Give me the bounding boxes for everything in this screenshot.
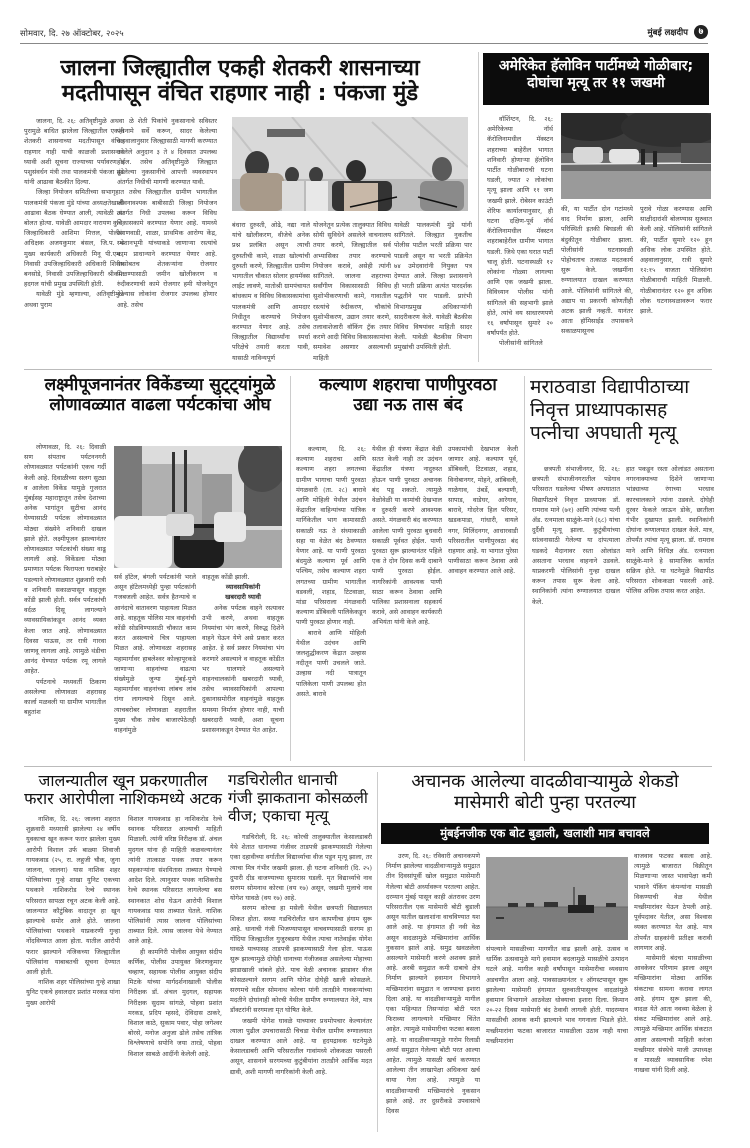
column-divider	[290, 376, 291, 761]
paragraph: विशाल गायकवाड हा नाशिकरोड रेल्वे स्थानक परिसरात आल्याची माहिती मिळाली. त्यांनी वरिष्ठ निरीक्षक डॉ. अंचल मुदगल यांना ही माहिती कळवल्यानंतर त्यांनी तात्काळ पथक तयार करून सहकाऱ्यांना संशयितास ताब्यात घेण्याचे आदेश दिले. त्यानुसार पथक नाशिकरोड रेल्वे स्थानक परिसरात लागलेल्या बस स्थानकात शोध घेऊन आरोपी विशाल गायकवाड यास ताब्यात घेतले. नाशिक पोलिसांनी त्यास जालना पोलिसांच्या ताब्यात दिले. त्यास जालना येथे नेण्यात आले आहे.	[128, 815, 222, 946]
headline-line: वीज; एकाचा मृत्यू	[228, 806, 329, 825]
article-headline	[22, 772, 224, 809]
fishing-boats-photo	[486, 857, 628, 940]
column-divider	[478, 52, 479, 362]
article-column	[386, 851, 480, 1131]
headline-line: अचानक आलेल्या वादळीवाऱ्यामुळे शेकडो	[411, 771, 679, 792]
column-divider	[524, 376, 525, 761]
page-masthead	[20, 22, 708, 44]
subheading: खबरदारी घ्यावी	[225, 593, 261, 602]
headline-line: लोणावळ्यात वाढला पर्यटकांचा ओघ	[49, 394, 271, 415]
paragraph: नाशिक शहर पोलिसांच्या गुन्हे शाखा युनिट एकचे हवालदार प्रशांत मरकड यांना मुख्य आरोपी	[26, 978, 120, 1007]
paragraph: कल्याण, दि. २६: कल्याण शहराचा आणि कल्याण शहरा लगतच्या ग्रामीण भागाचा पाणी पुरवठा मंगळवारी (ता. २८) बारावे आणि मोहिली येथील उदंचन केंद्रातील वाहिन्यांच्या यांत्रिक मार्गिकेतील भाग कामासाठी सकाळी नऊ ते संध्याकाळी सहा या वेळेत बंद ठेवण्यात येणार आहे. या पाणी पुरवठा बंदमुळे कल्याण पूर्व आणि पश्चिम, तसेच कल्याण शहरा लगतच्या ग्रामीण भागातील वडवली, शहाड, टिटवाळा, मांडा परिसराला मंगळवारी कल्याण डोंबिवली पालिकेकडून पाणी पुरवठा होणार नाही.	[296, 445, 366, 627]
section-divider	[24, 369, 712, 370]
headline-line: लक्ष्मीपूजनानंतर विकेंडच्या सुट्ट्यांमुळे	[44, 375, 276, 395]
paragraph: ळे शेती पिकांचे नुकसानाचे सविस्तर पंचनामे सर्वे करून, सादर केलेल्या अहवालानुसार जिल्ह्यासाठी मागणी करण्यात आलेले अनुदान ३ ते ४ दिवसात उपलब्ध होईल. तसेच अतिवृष्टीमुळे जिल्ह्यात झालेल्या नुकसानीचे आपत्ती व्यवस्थापन अंतर्गत निधीची मागणी करण्यात यावी.	[117, 117, 217, 187]
article-headline	[530, 376, 720, 446]
paragraph: येथील ही यंत्रणा केंद्रात वेळी सतत केली नाही तर उदंचन केंद्रातील यंत्रणा नादुरुस्त होऊन पाणी पुरवठा अचानक बंद पडू शकतो. त्यामुळे वेळोवेळी या कामांची देखभाल व दुरुस्ती करणे आवश्यक असते. मंगळवारी बंद करण्यात आलेला पाणी पुरवठा बुधवारी सकाळी पूर्ववत होईल. पाणी पुरवठा सुरू झाल्यानंतर पहिले एक ते दोन दिवस कमी दाबाने पाणी पुरवठा होईल. नागरिकांनी आवश्यक पाणी साठा करून ठेवावा आणि पालिका प्रशासनाला सहकार्य करावे, असे आवाहन कार्यकारी अभियंता यांनी केले आहे.	[372, 445, 442, 627]
paragraph: पुरावे गोळा करण्यास आणि साक्षीदारांशी बोलण्यास सुरुवात केली आहे. पोलिसांनी सांगितले की, पार्टीत सुमारे १२० हून अधिक लोक उपस्थित होते. अहवालानुसार, रात्री सुमारे १२:१५ वाजता पोलिसांना गोळीबाराची माहिती मिळाली. गोळीबारानंतर १२० हून अधिक लोक घटनास्थळावरून फरार झाले.	[640, 205, 712, 316]
headline-line: जालना जिल्ह्यातील एकही शेतकरी शासनाच्या	[60, 56, 420, 81]
paragraph: उरण, दि. २६: रविवारी अचानकपणे निर्माण झालेल्या वादळीवाऱ्यामुळे समुद्रात तीन दिवसांपूर्वी खोल समुद्रात मासेमारी गेलेल्या बोटी अर्ध्यावरून परतल्या आहेत. दरम्यान मुंबई पासून काही अंतरावर उरण परिसरातील एक मासेमारी बोटी बुडाली असून यातील खलाशांना वाचविण्यात यश आले आहे. या हंगामात ही नवी वेळ असून वादळामुळे मच्छिमारांना आर्थिक नुकसान झाले आहे. समुद्र खवळलेला असल्याने मासेमारी करणे अशक्य झाले आहे. अरबी समुद्रात कमी दाबाचे क्षेत्र निर्माण झाल्याने हवामान विभागाने मच्छिमारांना समुद्रात न जाण्याचा इशारा दिला आहे. या वादळीवाऱ्यामुळे मागील एका महिन्यात तिसऱ्यांदा बोटी परत फिराव्या लागल्याने मच्छिमार चिंतेत आहेत. त्यामुळे मासेमारीचा फटका बसला आहे. या वादळीवाऱ्यामुळे गारोम रिलाडी अर्ध्या समुद्रात गेलेल्या बोटी परत आल्या आहेत. त्यामुळे मासळी खर्च करण्यात आलेल्या तीन लाखापेक्षा अधिकचा खर्च वाया गेला आहे. त्यामुळे या वादळीवाऱ्याची मच्छिमारांचे नुकसान झाले आहे. तर दुसरीकडे उपवासाचे दिवस	[386, 852, 480, 1116]
section-divider	[24, 766, 712, 767]
article-column	[626, 464, 714, 762]
article-column	[232, 220, 310, 362]
paragraph: बारावे आणि मोहिली येथील उदंचन आणि जलशुद्धीकरण केंद्रात उल्हास नदीतून पाणी उचलले जाते. उल्हास नदी पात्रातून पालिकेला पाणी उपलब्ध होत असते. बारावे	[296, 628, 366, 698]
headline-line: निवृत्त प्राध्यापकासह	[530, 399, 668, 422]
article-column	[448, 444, 518, 762]
traffic-photo	[114, 446, 282, 568]
headline-line: गडचिरोलीत धानाची	[228, 771, 338, 789]
paragraph: नाशिक, दि. २६: जालना शहरात शुक्रवारी मध्यरात्री झालेल्या २४ वर्षीय युवकाचा खून करून फरार झालेला मुख्य आरोपी विशाल उर्फ बाळ्या शिवाजी गायकवाड (२५, रा. लहुजी चौक, जुना जालना, जालना) यास नाशिक शहर पोलिसांच्या गुन्हे शाखा युनिट एकच्या पथकाने नाशिकरोड रेल्वे स्थानक परिसरात सापळा रचून अटक केली आहे. जालन्यात कौटुंबिक वादातून हा खून झाल्याचे समोर आले होते. जालना पोलिसांच्या पथकाने याप्रकरणी गुन्हा नोंदविण्यात आला होता. यातील आरोपी फरार झाल्याने नजिकच्या जिल्ह्यातील पोलिसांना याबाबतची सूचना देण्यात आली होती.	[26, 815, 120, 977]
paragraph: सर्व हॉटेल, बंगली पर्यटकांनी भरले असून हॉटेलमध्येही पुन्हा पर्यटकांनी गजबजली आहेत. सर्वत्र हैतन्याचे व आनंदाचे वातावरण पाहायला मिळत आहे. वाहतूक पोलिस मात्र वाहनांची कोंडी सोडविण्यासाठी चौकात काम करत असल्याचे चित्र पाहायला मिळत आहे. लोणावळा शहरासह महामार्गावर हाबलेश्वर कोल्हापूरकडे जाणाऱ्या वाहनांच्या वाढत्या संख्येमुळे जुन्या मुंबई-पुणे महामार्गावर वाहनांच्या लांबच लांब रांगा लागल्याचे दिसून आले. त्याचबरोबर लोणावळा शहरातील मुख्य चौक तसेच बाजारपेठेतही वाहनांमुळे	[114, 573, 196, 735]
paragraph: जालना, दि. २६: अतिवृष्टीमुळे अथवा पुरामुळे बाधित झालेला जिल्ह्यातील एकही शेतकरी शासनाच्या मदतीपासून वंचित राहणार नाही याची काळजी प्रशासनाने घ्यावी अशी सूचना राज्याच्या पर्यावरण व पशुसंवर्धन मंत्री तथा पालकमंत्री पंकजा मुंडे यांनी आढावा बैठकीत दिल्या.	[24, 117, 124, 187]
paragraph: वॉशिंग्टन, दि. २६: अमेरिकेच्या नॉर्थ कॅरोलिनामधील मॅक्स्टन शहराच्या बाहेरील भागात शनिवारी होणाऱ्या हॅलोविन पार्टीत गोळीबाराची घटना घडली, ज्यात २ लोकांचा मृत्यू झाला आणि ११ जण जखमी झाले. रोबेसन काउंटी शेरिफ कार्यालयानुसार, ही घटना दक्षिण-पूर्व नॉर्थ कॅरोलिनामधील मॅक्स्टन शहराबाहेरील ग्रामीण भागात घडली. जिथे एका घरात पार्टी चालू होती. घटनास्थळी १२ लोकांना गोळ्या लागल्या आणि एक जखमी झाला. विविध्यान पोलीस यांनी सांगितले की सहभागी झाले होते, त्यांचे वय साधारणपणे १६ वर्षांपासून सुमारे २० वर्षांपर्यंत होते.	[487, 115, 553, 338]
paragraph: यावेळी पालकमंत्री मुंडे यांनी सांगितले. जिल्ह्यात नुकतीच पोलीस पाटील भरती प्रक्रिया पार पाडली असून या भरती प्रक्रियेत ७४ उमेदवारांनी नियुक्त पत्र देण्यात आले. जिल्हा प्रशासनाने ही भरती प्रक्रिया अत्यंत पारदर्शक पद्धतीने पार पाडली. प्रारंभी विभागप्रमुख अधिकाऱ्यांनी सादरीकरण केले. यावेळी बैठकीस विविध विषयांवर माहिती सादर केली. यावेळी बैठकीस विभाग प्रमुखांची उपस्थिती होती.	[394, 221, 472, 352]
headline-line: पत्नीचा अपघाती मृत्यू	[530, 422, 677, 445]
headline-line: जालन्यातील खून प्रकरणातील	[38, 771, 208, 790]
headline-line: अमेरिकेत हॅलोविन पार्टीमध्ये गोळीबार;	[498, 58, 694, 74]
article-column	[634, 851, 712, 1131]
article-column	[128, 814, 222, 1130]
headline-line: कल्याण शहराचा पाणीपुरवठा	[319, 375, 497, 395]
paragraph: तसेच जिल्ह्यातील ग्रामीण भागातील जीवनावश्यक बाबीसाठी जिल्हा नियोजन अंतर्गत निधी उपलब्ध करून विविध विकासकामे करण्यात येणार आहे. यामध्ये अंगणवाडी, शाळा, प्राथमिक आरोग्य केंद्र, स्मशानभूमी यांच्याकडे जाणाऱ्या रस्त्यांचे काम प्राधान्याने करण्यात येणार आहे. यासोबतच शेतकऱ्यांना रोजगार मिळण्यासाठी जमीन खोलीकरण व रुंदीकरणाची कामे रोजगार हमी योजनेतून केल्यास लोकांना रोजगार उपलब्ध होणार आहे. तसेच	[117, 188, 217, 309]
article-column	[313, 220, 391, 362]
article-column	[372, 444, 442, 762]
paragraph: वाजवाव फटका बसला आहे. त्यामुळे बाजारात विक्रीतून मिळणाऱ्या जास्त भावापेक्षा कमी भावाने पॅकिंग कंपन्यांना मासळी विकण्याची वेळ येथील मच्छीमारांवर येऊन ठेपली आहे. पूर्वपदावर येतील, असा विश्वास व्यक्त करण्यात येत आहे. मात्र तोपर्यंत ग्राहकांनी प्रतीक्षा करावी लागणार आहे.	[634, 852, 712, 952]
issue-date: सोमवार, दि. २७ ऑक्टोबर, २०२५	[20, 29, 124, 39]
paragraph: यावेळी मुंडे म्हणाल्या, अतिवृष्टीमुळे अथवा पुराम	[24, 290, 124, 309]
headline-line: उद्या नऊ तास बंद	[353, 394, 463, 415]
paragraph: पर्यटनाचे मध्यवर्ती ठिकाण असलेल्या लोणावळा शहरासह कार्ला मळवली या ग्रामीण भागातील बहुतांश	[24, 677, 106, 717]
article-column	[486, 944, 628, 1130]
subheading: व्यावसायिकांनी	[225, 583, 261, 592]
paragraph: गडचिरोली, दि. २६: कोरची तालुक्यातील केसालडाबरी येथे शेतात धानाच्या गंजीवर ताडपत्री झाकण्यासाठी गेलेल्या एका दहावीच्या वर्गातील विद्यार्थ्याचा वीज पडून मृत्यू झाला, तर त्याचा मित्र गंभीर जखमी झाला. ही घटना शनिवारी (दि. २५) दुपारी दीड वाजण्याच्या सुमारास घडली. मृत विद्यार्थ्याचे नाव सरगम सोमनाथ कोरचा (वय १७) असून, जखमी मुलाचे नाव योगेश घावळे (वय १७) आहे.	[230, 833, 372, 903]
paragraph: वाहतूक कोंडी झाली.	[202, 573, 250, 581]
paragraph: सरगम कोरचा हा मसेली येथील छत्रपती विद्यालयात शिकत होता. सध्या गडचिरोलीत धान कापणीचा हंगाम सुरू आहे. धानाची गंजी भिजण्यापासून वाचवण्यासाठी सरगम हा गोंदिया जिल्ह्यातील गुजुरबडगा येथील त्याचा नातेवाईक योगेश घावळे याच्यासह ताडपत्री झाकण्यासाठी गेला होता. पाऊस सुरू झाल्यामुळे दोघेही धानाच्या गंजीजवळ असलेल्या मोहाच्या झाडाखाली थांबले होते. याच वेळी अचानक झाडावर वीज कोसळल्याने सरगम आणि योगेश दोघेही खाली कोसळले. सरगमचे वडील सोमनाथ कोरचा यांनी तातडीने गावकऱ्यांच्या मदतीने दोघांनाही कोरची येथील ग्रामीण रुग्णालयात नेले, मात्र डॉक्टरांनी सरगमला मृत घोषित केले.	[230, 904, 372, 1015]
column-divider	[377, 772, 378, 1132]
article-column	[532, 464, 620, 762]
article-headline	[380, 772, 710, 813]
headline-line: फरार आरोपीला नाशिकमध्ये अटक	[24, 789, 222, 809]
headline-line: दोघांचा मृत्यू तर ११ जखमी	[527, 74, 665, 91]
article-column	[394, 220, 472, 362]
article-headline	[228, 772, 374, 825]
article-headline	[22, 376, 298, 415]
article-headline	[14, 56, 466, 107]
article-column	[202, 572, 284, 762]
article-column	[24, 116, 124, 362]
headline-line: मदतीपासून वंचित राहणार नाही : पंकजा मुंडे	[61, 81, 419, 107]
paragraph: जिल्हा नियोजन समितीच्या सभागृहात पालकमंत्री पंकजा मुंडे यांच्या अध्यक्षतेखाली आढावा बैठक घेण्यात आली, त्यावेळी त्या बोलत होत्या. यावेळी आमदार नारायण कुचे, जिल्हाधिकारी आशिमा मित्तल, पोलीस अधिक्षक अजयकुमार बंसल, जि.प. चे मुख्य कार्यकारी अधिकारी मिनू पी.एम., निवासी उपजिल्हाधिकारी अधिकारी शिरीष बनसोडे, निवासी उपजिल्हाधिकारी श्रीकांत हदगल यांची प्रमुख उपस्थिती होती.	[24, 188, 124, 289]
article-column	[561, 204, 633, 362]
paragraph: ही कामगिरी पोलीस आयुक्त संदीप कर्णिक, पोलीस उपायुक्त किरणकुमार चव्हाण, सहायक पोलीस आयुक्त संदीप मिटके यांच्या मार्गदर्शनाखाली पोलीस निरीक्षक डॉ. अंचल मुदगल, सहायक निरीक्षक सुदाम सांगळे, पोहवा प्रशांत मरकड, प्रदिप म्हसदे, देविदास ठाकरे, विशाल काठे, सुकाम पवार, पोहा जगेश्वर बोरसे, मनोज अनुजा ढोले तसेच तांत्रिक विश्लेषणाचे सपोनि जया तारडे, पोहवा विशाल साबळे आदींनी केलेली आहे.	[128, 947, 222, 1058]
paragraph: छत्रपती संभाजीनगर, दि. २६: छत्रपती संभाजीनगरातील पडेगाव परिसरात घडलेल्या भीषण अपघातात विद्यापीठाचे निवृत्त प्राध्यापक डॉ. रामराव माने (७१) आणि त्यांच्या पत्नी ॲड. रत्नमाला साळुंके-माने (६८) यांचा दुर्दैवी मृत्यू झाला. कुटुंबीयांच्या सांत्वनासाठी गेलेल्या या दांपत्याला घडकदे मैदानावर रस्ता ओलांडत असताना भरधाव वाहनाने उडवले. याप्रकरणी पोलिसांनी गुन्हा दाखल करून तपास सुरू केला आहे. स्थानिकांनी त्यांना रुग्णालयात दाखल केले.	[532, 465, 620, 606]
shooting-scene-photo	[561, 113, 711, 199]
paragraph: बंधारा दुरुस्ती, ओढे, नद्या नाले यांचे खोलीकरण, वीजेचे अनेक प्रश्न प्रलंबित असून त्याची दुरुस्तीची कामे, शाळा खोल्यांची दुरुस्ती करणे, जिल्ह्यातील ग्रामीण भागातील चौकात सोलार हायमॅक्स लाईट लावणे, मातोश्री ग्रामपंचायत बांधकाम व विविध विकासकामांचा पालकमंत्री आणि आमदार निधीतून करण्याचे नियोजन करण्यात येणार आहे. तसेच जिल्ह्यातील विद्यार्थ्यांना स्पर्धा परिक्षेचे तयारी करता यावी, यासाठी नाविन्यपूर्ण	[232, 221, 310, 362]
article-column	[24, 442, 106, 762]
headline-line: मराठवाडा विद्यापीठाच्या	[530, 376, 690, 398]
paragraph: योजनेतून प्रत्येक तालुक्यात विविध सोयी सुविधेने असलेले वाचनालय तयार करणे, जिल्ह्यातील सर्व अभ्यासिका तयार करण्याचे नियोजन करावे, असेही त्यांनी सांगितले. जालना शहराच्या सर्वांगीण विकासासाठी विविध सुशोभीकरणाची कामे, गावातील रस्त्यांचे रुंदीकरण, चौकांचे सुशोभीकरण, उद्यान तयार करणे, तलावाशेजारी वॉकिंग ट्रॅक तयार करणे आदी विविध विकासकामांचा समावेश असणार असल्याची माहिती	[313, 221, 391, 362]
article-column	[487, 114, 553, 362]
article-column	[114, 572, 196, 762]
paragraph: उपकामांची देखभाल केली जाणार आहे. कल्याण पूर्व, डोंबिवली, टिटवाळा, शहाड, विनोबानगर, मोहने, आंबिवली, गाळेगाव, उंबर्डे, बल्याणी, सापाड, वाडेघर, आरेगाव, बारावे, गोदरेज हिल परिसर, खडकपाडा, गांधारी, वायले नगर, मिलिंदनगर, आधारवाडी परिसरातील पाणीपुरवठा बंद राहणार आहे. या भागात पुरेसा पाणीसाठा करून ठेवावा असे आवाहन करण्यात आले आहे.	[448, 445, 518, 576]
newspaper-name: मुंबई लक्षदीप	[647, 28, 688, 38]
paragraph: हात पकडून रस्ता ओलांडत असताना नगरनाक्याच्या दिशेने जाणाऱ्या भांड्याच्या रंगाच्या भरधाव कारचालकाने त्यांना उडवले. दोघेही दूरवर फेकले जाऊन डोके, छातीला गंभीर दुखापत झाली. स्थानिकांनी दोघांना रुग्णालयात दाखल केले. मात्र, तोपर्यंत त्यांचा मृत्यू झाला. डॉ. रामराव माने आणि विधिज्ञ ॲड. रत्नमाला साळुंके-माने हे सामाजिक कार्यात सक्रिय होते. या घटनेमुळे विद्यापीठ परिसरात शोककळा पसरली आहे. पोलिस अधिक तपास करत आहेत.	[626, 465, 714, 596]
article-column	[117, 116, 217, 362]
paragraph: अनेक पर्यटक वाहने रस्त्यावर उभी करणे, अथवा वाहतूक नियमांचा भंग करणे, विरुद्ध दिशेने वाहने घेऊन येणे असे प्रकार करत आहेत. हे सर्व प्रकार नियमांचा भंग करणारे असल्याने व वाहतूक कोंडीत भर घालणारे असल्याने वाहनचालकांनी खबरदारी घ्यावी, तसेच व्यावसायिकांनी आपल्या दुकानासमोरील वाहनांमुळे वाहतूक समस्या निर्माण होणार नाही, याची खबरदारी घ्यावी, अशा सूचना प्रशासनाकडून देण्यात येत आहेत.	[202, 603, 284, 735]
article-headline	[296, 376, 520, 415]
article-headline-banner	[483, 53, 709, 105]
article-column	[296, 444, 366, 762]
headline-line: मासेमारी बोटी पुन्हा परतल्या	[454, 791, 636, 813]
headline-line: गंजी झाकताना कोसळली	[228, 788, 368, 807]
paragraph: मासेमारी बंदचा मासळीच्या आवकेवर परिणाम झाला असून मच्छिमारांना मोठ्या आर्थिक संकटाचा सामना करावा लागत आहे. हंगाम सुरू झाला की, वादळ येते आता नवव्या वेळेला हे संकट मच्छिमारांवर आले आहे. त्यामुळे मच्छिमार आर्थिक संकटात आला असल्याची माहिती करंजा मच्छीमार संस्थेचे माजी उपाध्यक्ष व मासळी व्यावसायिक रमेश नाखवा यांनी दिली आहे.	[634, 954, 712, 1075]
meeting-photo	[232, 117, 468, 211]
paragraph: जखमी योगेश घावळे याच्यावर प्रथमोपचार केल्यानंतर त्याला पुढील उपचारासाठी चिचडा येथील ग्रामीण रुग्णालयात दाखल करण्यात आले आहे. या हृदयद्रावक घटनेमुळे केसालडाबरी आणि परिसरातील गावांमध्ये शोककळा पसरली असून, शासनाने सरगमच्या कुटुंबीयांना तातडीने आर्थिक मदत द्यावी, अशी मागणी नागरिकांनी केली आहे.	[230, 1016, 372, 1076]
paragraph: की, या पार्टीत दोन गटांमध्ये वाद निर्माण झाला, आणि परिस्थिती इतकी बिघडली की बंदुकीतून गोळीबार झाला. पोलीसांनी घटनास्थळी पोहोचताच तत्काळ मदतकार्य सुरू केले. जखमींना रुग्णालयात दाखल करण्यात आले. पोलिसांनी सांगितले की, अद्याप या प्रकरणी कोणतीही अटक झाली नव्हती. यानंतर आता हॉमिसाईड तपासकने सकाळपासूनच	[561, 205, 633, 336]
page-number-badge: ७	[694, 25, 708, 39]
paragraph: लोणावळा, दि. २६: दिवाळी सण संपताच पर्यटननगरी लोणावळ्यात पर्यटकांनी एकच गर्दी केली आहे. दिवाळीच्या सलग सुट्या व आलेला विकेंड यामुळे गुजरात मुंबईसह महाराष्ट्रातून तसेच देशाच्या अनेक भागांतून सुटीचा आनंद घेण्यासाठी पर्यटक लोणावळ्यात मोठ्या संख्येने शनिवारी दाखल झाले होते. लक्ष्मीपूजन झाल्यानंतर लोणावळ्यात पर्यटकांची संख्या वाढू लागली आहे. विकेंडला मोठ्या प्रमाणात पर्यटक फिरायला घराबाहेर पडल्याने लोणावळ्यात शुक्रवारी रात्री व शनिवारी सकाळपासून वाहतूक कोंडी झाली होती. सर्वत्र पर्यटकांची वर्दळ दिसू लागल्याने व्यावसायिकांकडून आनंद व्यक्त केला जात आहे. लोणावळ्यात दिवसा पाऊस, तर रात्री गारवा जाणवू लागला आहे. त्यामुळे थंडीचा आनंद घेण्यात पर्यटक रमू लागले आहेत.	[24, 443, 106, 676]
article-column	[640, 204, 712, 362]
paragraph: पोलीसांनी सांगितले	[499, 339, 543, 348]
article-column	[230, 832, 372, 1130]
article-column	[26, 814, 120, 1130]
paragraph: संपल्याने मासळीच्या मागणीत वाढ झाली आहे. उत्सव व धार्मिक उत्सवामुळे मागे हवामान बदलामुळे मासळीचे उत्पादन घटले आहे. मागील काही वर्षांपासून मासेमारीचा व्यवसाय अडचणीत आला आहे. पावसाळ्यानंतर १ ऑगस्टपासून सुरू झालेल्या मासेमारी हंगामात सुरुवातीपासूनच वादळांमुळे हवामान विभागाने आठवेळा धोक्याचा इशारा दिला. किमान २०-२२ दिवस मासेमारी बंद ठेवावी लागली होती. यादरम्यान मासळीची आवक कमी झाल्याने भाव गगनाला भिडले होते. मच्छीमारांना फटका बाजारात मासळीला उठाव नाही याचा मच्छीमारांना	[486, 945, 628, 1045]
article-subheadline-banner: मुंबईनजीक एक बोट बुडाली, खलाशी मात्र बचावले	[381, 823, 709, 844]
